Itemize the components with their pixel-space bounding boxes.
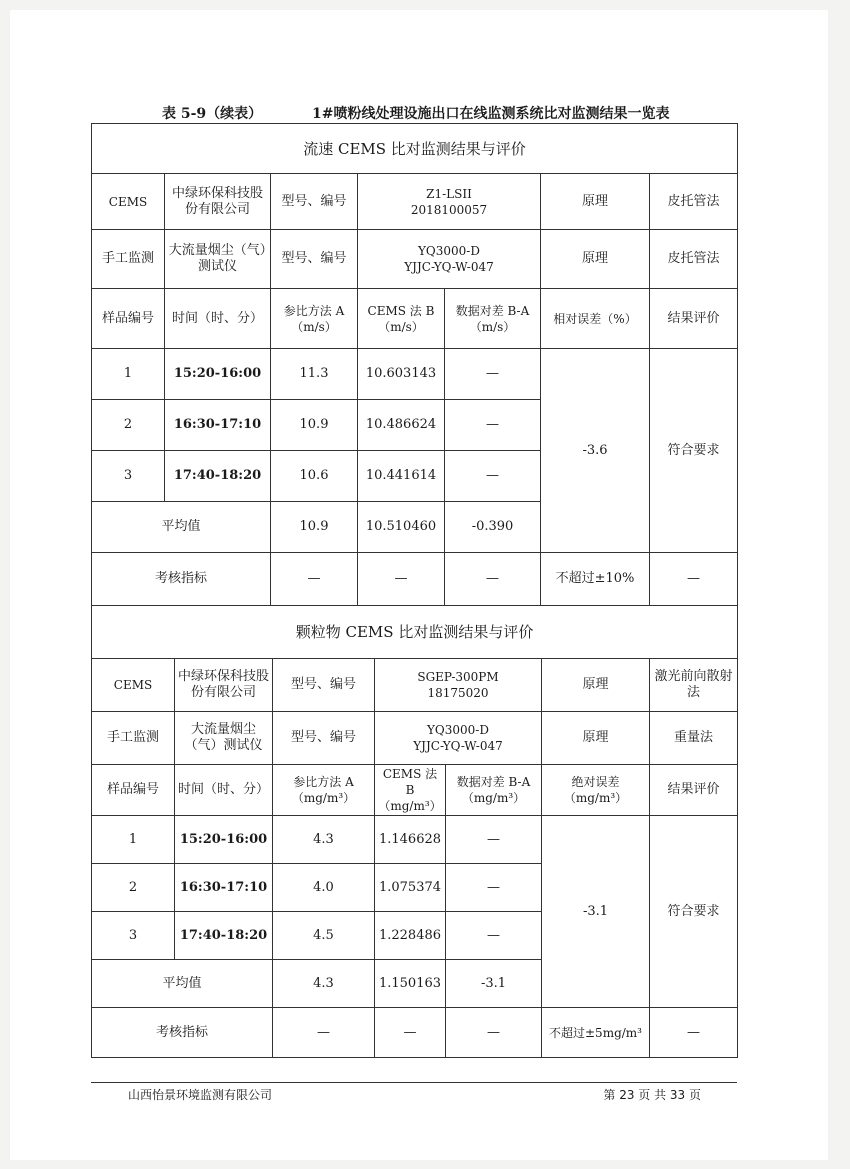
diff-value: — bbox=[445, 349, 541, 400]
avg-cems-value: 10.510460 bbox=[358, 502, 445, 553]
model-label: 型号、编号 bbox=[271, 174, 358, 230]
relative-error: -3.6 bbox=[541, 349, 650, 553]
table-label: 表 5-9（续表） bbox=[162, 106, 263, 122]
diff-value: — bbox=[445, 400, 541, 451]
cems-model: SGEP-300PM bbox=[417, 670, 499, 684]
sample-no: 2 bbox=[92, 400, 165, 451]
ref-value: 4.3 bbox=[273, 816, 375, 864]
manual-principle: 皮托管法 bbox=[650, 230, 738, 289]
manual-serial: YJJC-YQ-W-047 bbox=[413, 739, 503, 753]
cems-label: CEMS bbox=[92, 659, 175, 712]
sample-time: 17:40-18:20 bbox=[165, 451, 271, 502]
avg-ref-value: 10.9 bbox=[271, 502, 358, 553]
cems-vendor: 中绿环保科技股份有限公司 bbox=[175, 659, 273, 712]
ref-value: 4.5 bbox=[273, 912, 375, 960]
model-label: 型号、编号 bbox=[273, 712, 375, 765]
cems-serial: 18175020 bbox=[427, 686, 489, 700]
kpi-dash: — bbox=[273, 1008, 375, 1058]
ref-value: 10.6 bbox=[271, 451, 358, 502]
sample-time: 17:40-18:20 bbox=[175, 912, 273, 960]
sample-no: 2 bbox=[92, 864, 175, 912]
col-ref-a: 参比方法 A（mg/m³） bbox=[273, 765, 375, 816]
col-sample-no: 样品编号 bbox=[92, 765, 175, 816]
sample-no: 3 bbox=[92, 451, 165, 502]
col-result: 结果评价 bbox=[650, 765, 738, 816]
sample-time: 15:20-16:00 bbox=[175, 816, 273, 864]
result-evaluation: 符合要求 bbox=[650, 349, 738, 553]
sample-no: 3 bbox=[92, 912, 175, 960]
cems-serial: 2018100057 bbox=[410, 202, 488, 217]
kpi-dash: — bbox=[375, 1008, 446, 1058]
manual-info-row bbox=[92, 230, 738, 289]
cems-info-row bbox=[92, 174, 738, 230]
kpi-limit: 不超过±5mg/m³ bbox=[542, 1008, 650, 1058]
avg-diff-value: -0.390 bbox=[445, 502, 541, 553]
sample-no: 1 bbox=[92, 816, 175, 864]
model-label: 型号、编号 bbox=[273, 659, 375, 712]
manual-principle: 重量法 bbox=[650, 712, 738, 765]
principle-label: 原理 bbox=[542, 712, 650, 765]
table-caption: 1#喷粉线处理设施出口在线监测系统比对监测结果一览表 bbox=[312, 106, 670, 122]
cems-vendor: 中绿环保科技股份有限公司 bbox=[165, 174, 271, 230]
col-diff: 数据对差 B-A（m/s） bbox=[445, 289, 541, 349]
average-label: 平均值 bbox=[92, 960, 273, 1008]
footer-page-number: 第 23 页 共 33 页 bbox=[603, 1088, 701, 1102]
cems-value: 10.603143 bbox=[358, 349, 445, 400]
manual-model-cell bbox=[358, 230, 541, 289]
flow-comparison-table bbox=[91, 123, 738, 606]
result-evaluation: 符合要求 bbox=[650, 816, 738, 1008]
kpi-dash: — bbox=[446, 1008, 542, 1058]
cems-model-cell bbox=[375, 659, 542, 712]
column-header-row bbox=[92, 765, 738, 816]
manual-model: YQ3000-D bbox=[427, 723, 489, 737]
kpi-dash: — bbox=[445, 553, 541, 606]
column-header-row bbox=[92, 289, 738, 349]
absolute-error: -3.1 bbox=[542, 816, 650, 1008]
principle-label: 原理 bbox=[541, 230, 650, 289]
principle-label: 原理 bbox=[542, 659, 650, 712]
manual-info-row bbox=[92, 712, 738, 765]
cems-principle: 皮托管法 bbox=[650, 174, 738, 230]
avg-ref-value: 4.3 bbox=[273, 960, 375, 1008]
manual-instrument: 大流量烟尘（气）测试仪 bbox=[175, 712, 273, 765]
manual-instrument: 大流量烟尘（气）测试仪 bbox=[165, 230, 271, 289]
kpi-dash: — bbox=[650, 553, 738, 606]
col-cems-b: CEMS 法 B（mg/m³） bbox=[375, 765, 446, 816]
kpi-dash: — bbox=[650, 1008, 738, 1058]
col-error: 相对误差（%） bbox=[541, 289, 650, 349]
diff-value: — bbox=[446, 912, 542, 960]
diff-value: — bbox=[446, 864, 542, 912]
kpi-dash: — bbox=[271, 553, 358, 606]
cems-value: 1.228486 bbox=[375, 912, 446, 960]
table-row bbox=[92, 349, 738, 400]
col-ref-a: 参比方法 A（m/s） bbox=[271, 289, 358, 349]
sample-time: 15:20-16:00 bbox=[165, 349, 271, 400]
col-cems-b: CEMS 法 B（m/s） bbox=[358, 289, 445, 349]
col-error: 绝对误差（mg/m³） bbox=[542, 765, 650, 816]
manual-label: 手工监测 bbox=[92, 712, 175, 765]
col-diff: 数据对差 B-A（mg/m³） bbox=[446, 765, 542, 816]
avg-diff-value: -3.1 bbox=[446, 960, 542, 1008]
kpi-dash: — bbox=[358, 553, 445, 606]
cems-model: Z1-LSII bbox=[426, 186, 472, 201]
section-heading: 流速 CEMS 比对监测结果与评价 bbox=[92, 124, 738, 174]
sample-time: 16:30-17:10 bbox=[165, 400, 271, 451]
kpi-label: 考核指标 bbox=[92, 1008, 273, 1058]
kpi-row bbox=[92, 553, 738, 606]
page-footer bbox=[91, 1082, 737, 1102]
cems-value: 10.486624 bbox=[358, 400, 445, 451]
sample-time: 16:30-17:10 bbox=[175, 864, 273, 912]
cems-info-row bbox=[92, 659, 738, 712]
cems-model-cell bbox=[358, 174, 541, 230]
manual-model-cell bbox=[375, 712, 542, 765]
sample-no: 1 bbox=[92, 349, 165, 400]
pm-comparison-table bbox=[91, 605, 738, 1058]
col-result: 结果评价 bbox=[650, 289, 738, 349]
cems-value: 1.146628 bbox=[375, 816, 446, 864]
manual-serial: YJJC-YQ-W-047 bbox=[404, 260, 494, 274]
col-sample-no: 样品编号 bbox=[92, 289, 165, 349]
cems-label: CEMS bbox=[92, 174, 165, 230]
ref-value: 4.0 bbox=[273, 864, 375, 912]
footer-company: 山西怡景环境监测有限公司 bbox=[128, 1088, 273, 1102]
diff-value: — bbox=[446, 816, 542, 864]
kpi-label: 考核指标 bbox=[92, 553, 271, 606]
manual-model: YQ3000-D bbox=[418, 244, 480, 258]
cems-value: 10.441614 bbox=[358, 451, 445, 502]
principle-label: 原理 bbox=[541, 174, 650, 230]
cems-value: 1.075374 bbox=[375, 864, 446, 912]
ref-value: 10.9 bbox=[271, 400, 358, 451]
diff-value: — bbox=[445, 451, 541, 502]
section-heading: 颗粒物 CEMS 比对监测结果与评价 bbox=[92, 606, 738, 659]
table-row bbox=[92, 816, 738, 864]
ref-value: 11.3 bbox=[271, 349, 358, 400]
cems-principle: 激光前向散射法 bbox=[650, 659, 738, 712]
average-label: 平均值 bbox=[92, 502, 271, 553]
manual-label: 手工监测 bbox=[92, 230, 165, 289]
col-time: 时间（时、分） bbox=[165, 289, 271, 349]
col-time: 时间（时、分） bbox=[175, 765, 273, 816]
kpi-row bbox=[92, 1008, 738, 1058]
kpi-limit: 不超过±10% bbox=[541, 553, 650, 606]
avg-cems-value: 1.150163 bbox=[375, 960, 446, 1008]
model-label: 型号、编号 bbox=[271, 230, 358, 289]
